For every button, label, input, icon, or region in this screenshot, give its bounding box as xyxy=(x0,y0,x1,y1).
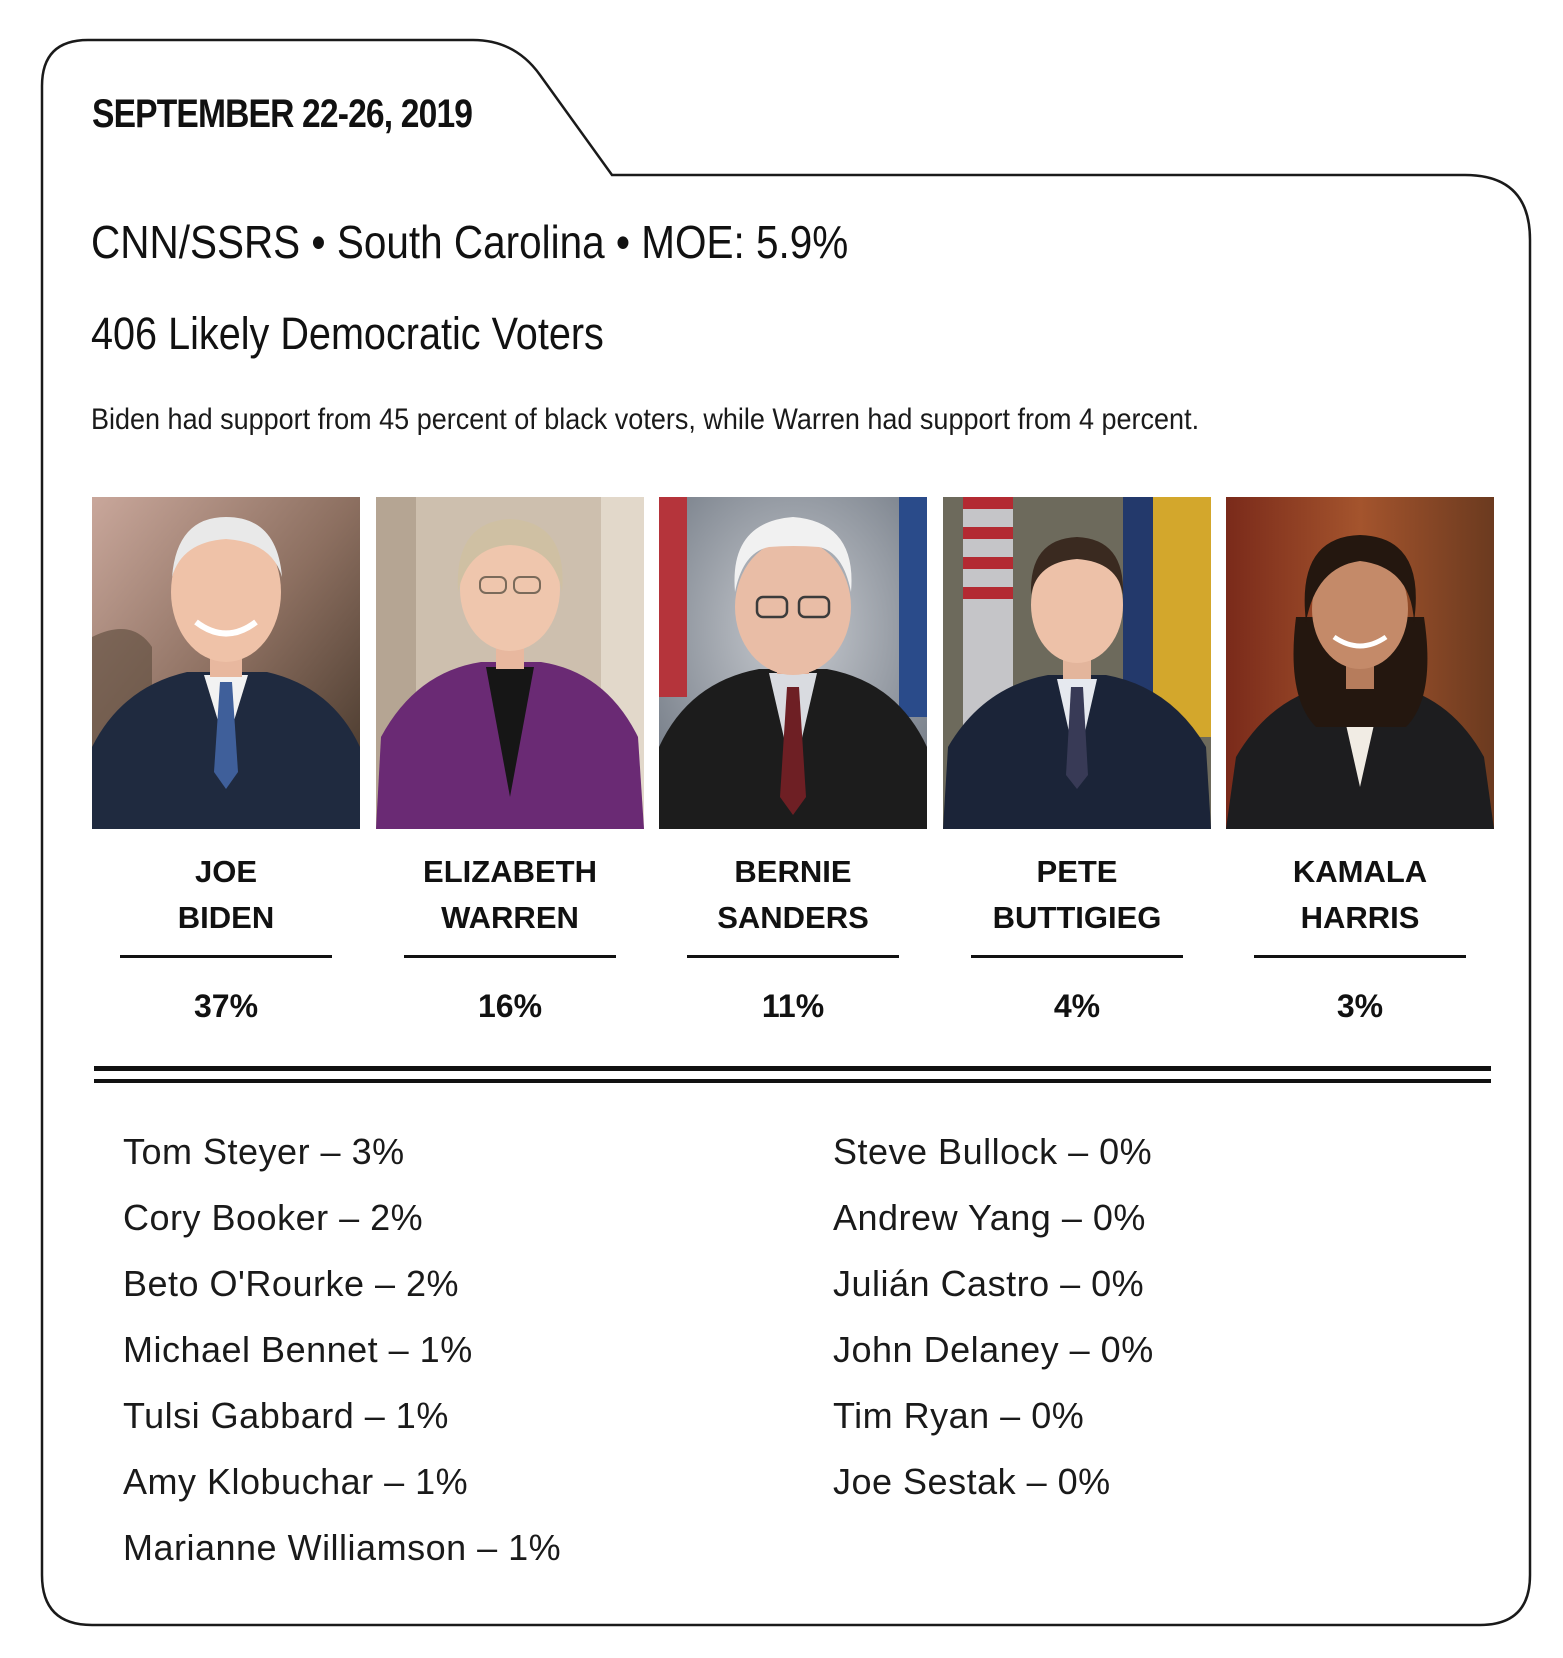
first-name: ELIZABETH xyxy=(423,854,597,889)
first-name: KAMALA xyxy=(1292,854,1428,889)
candidate-name xyxy=(92,849,360,941)
section-divider xyxy=(94,1066,1491,1084)
divider-line-bottom xyxy=(94,1079,1491,1083)
list-item: Marianne Williamson – 1% xyxy=(123,1527,562,1568)
list-item: Andrew Yang – 0% xyxy=(833,1197,1146,1238)
list-item: Amy Klobuchar – 1% xyxy=(123,1461,469,1502)
list-item: Steve Bullock – 0% xyxy=(833,1131,1153,1172)
first-name: JOE xyxy=(194,854,258,889)
divider-line-top xyxy=(94,1066,1491,1071)
poll-note: Biden had support from 45 percent of black voters, while Warren had support from 4 percent. xyxy=(91,403,1200,436)
other-candidates-left xyxy=(123,1128,561,1590)
bernie-sanders-portrait xyxy=(659,497,927,829)
candidate-photo xyxy=(92,497,360,829)
candidate-photo xyxy=(376,497,644,829)
candidate-name xyxy=(943,849,1211,941)
first-name: PETE xyxy=(1036,854,1118,889)
other-candidates-right xyxy=(833,1128,1154,1524)
candidate-card xyxy=(659,497,927,1025)
list-item: Beto O'Rourke – 2% xyxy=(123,1263,460,1304)
list-item: Tim Ryan – 0% xyxy=(833,1395,1085,1436)
candidate-photo xyxy=(659,497,927,829)
joe-biden-portrait xyxy=(92,497,360,829)
candidate-percent: 16% xyxy=(477,988,543,1024)
name-divider xyxy=(1254,955,1466,958)
candidate-photo xyxy=(1226,497,1494,829)
poll-date: SEPTEMBER 22-26, 2019 xyxy=(92,92,473,136)
name-divider xyxy=(687,955,899,958)
name-divider xyxy=(404,955,616,958)
list-item: Michael Bennet – 1% xyxy=(123,1329,473,1370)
list-item: Joe Sestak – 0% xyxy=(833,1461,1111,1502)
list-item: John Delaney – 0% xyxy=(833,1329,1154,1370)
candidate-percent: 37% xyxy=(193,988,259,1024)
sample-size: 406 Likely Democratic Voters xyxy=(91,308,604,359)
poll-source: CNN/SSRS • South Carolina • MOE: 5.9% xyxy=(91,216,849,268)
candidate-card xyxy=(92,497,360,1025)
kamala-harris-portrait xyxy=(1226,497,1494,829)
candidate-card xyxy=(376,497,644,1025)
last-name: SANDERS xyxy=(717,900,869,935)
last-name: BIDEN xyxy=(177,900,275,935)
candidate-name xyxy=(659,849,927,941)
candidate-percent: 4% xyxy=(1053,988,1101,1024)
last-name: HARRIS xyxy=(1300,900,1420,935)
name-divider xyxy=(971,955,1183,958)
elizabeth-warren-portrait xyxy=(376,497,644,829)
candidate-card xyxy=(943,497,1211,1025)
list-item: Tom Steyer – 3% xyxy=(123,1131,405,1172)
candidate-card xyxy=(1226,497,1494,1025)
leading-candidates xyxy=(92,497,1489,1027)
name-divider xyxy=(120,955,332,958)
candidate-percent: 3% xyxy=(1336,988,1384,1024)
pete-buttigieg-portrait xyxy=(943,497,1211,829)
candidate-photo xyxy=(943,497,1211,829)
last-name: WARREN xyxy=(441,900,579,935)
list-item: Cory Booker – 2% xyxy=(123,1197,424,1238)
candidate-name xyxy=(376,849,644,941)
list-item: Tulsi Gabbard – 1% xyxy=(123,1395,449,1436)
last-name: BUTTIGIEG xyxy=(992,900,1162,935)
candidate-name xyxy=(1226,849,1494,941)
list-item: Julián Castro – 0% xyxy=(833,1263,1145,1304)
candidate-percent: 11% xyxy=(761,988,825,1024)
first-name: BERNIE xyxy=(734,854,852,889)
